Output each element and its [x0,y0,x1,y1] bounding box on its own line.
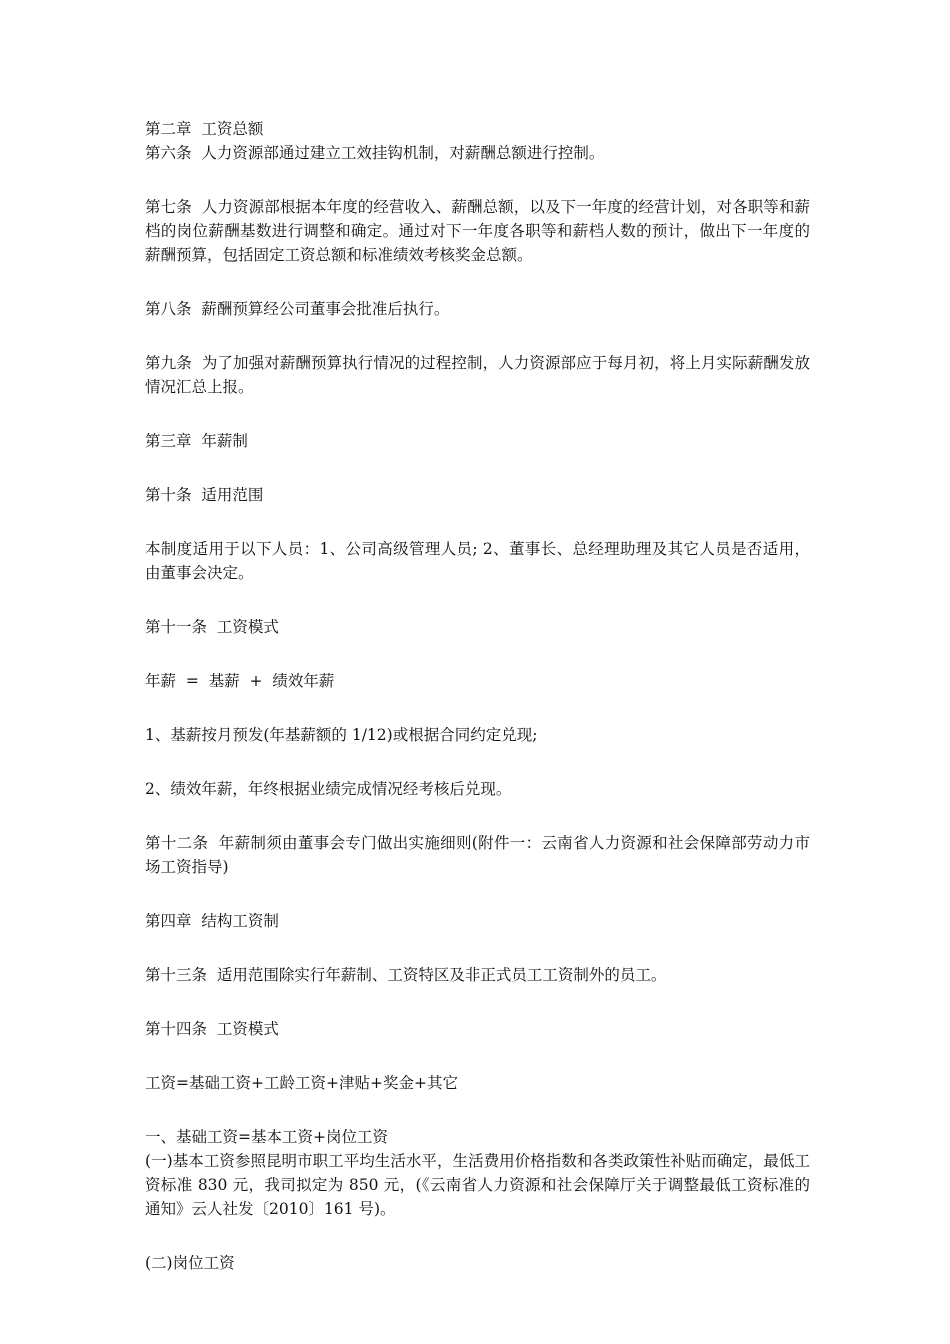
article-12: 第十二条 年薪制须由董事会专门做出实施细则(附件一：云南省人力资源和社会保障部劳动力市场工资指导) [145,834,810,876]
article-13: 第十三条 适用范围除实行年薪制、工资特区及非正式员工工资制外的员工。 [145,966,667,984]
chapter-4-heading: 第四章 结构工资制 [145,912,279,930]
article-6: 第六条 人力资源部通过建立工效挂钩机制，对薪酬总额进行控制。 [145,144,605,162]
chapter-3-heading: 第三章 年薪制 [145,432,248,450]
article-14: 第十四条 工资模式 [145,1020,279,1038]
document-body [145,117,810,1275]
annual-salary-formula: 年薪 = 基薪 + 绩效年薪 [145,672,335,690]
article-10: 第十条 适用范围 [145,486,264,504]
chapter-2-heading: 第二章 工资总额 [145,120,264,138]
wage-formula: 工资=基础工资+工龄工资+津贴+奖金+其它 [145,1074,458,1092]
basic-wage-heading: 一、基础工资=基本工资+岗位工资 [145,1128,388,1146]
scope-paragraph: 本制度适用于以下人员：1、公司高级管理人员; 2、董事长、总经理助理及其它人员是否适用，由董事会决定。 [145,540,810,582]
article-11: 第十一条 工资模式 [145,618,279,636]
article-9: 第九条 为了加强对薪酬预算执行情况的过程控制，人力资源部应于每月初，将上月实际薪酬发放情况汇总上报。 [145,354,810,396]
performance-salary-rule: 2、绩效年薪，年终根据业绩完成情况经考核后兑现。 [145,780,512,798]
basic-wage-paragraph: (一)基本工资参照昆明市职工平均生活水平，生活费用价格指数和各类政策性补贴而确定，最低工资标准 830 元，我司拟定为 850 元，(《云南省人力资源和社会保障厅关于调整最低工资标准的通知》云人社发〔2010〕161 号)。 [145,1152,810,1218]
position-wage-heading: (二)岗位工资 [145,1254,235,1272]
base-salary-rule: 1、基薪按月预发(年基薪额的 1/12)或根据合同约定兑现; [145,726,538,744]
article-7: 第七条 人力资源部根据本年度的经营收入、薪酬总额，以及下一年度的经营计划，对各职等和薪档的岗位薪酬基数进行调整和确定。通过对下一年度各职等和薪档人数的预计，做出下一年度的薪酬预算，包括固定工资总额和标准绩效考核奖金总额。 [145,198,810,264]
article-8: 第八条 薪酬预算经公司董事会批准后执行。 [145,300,450,318]
